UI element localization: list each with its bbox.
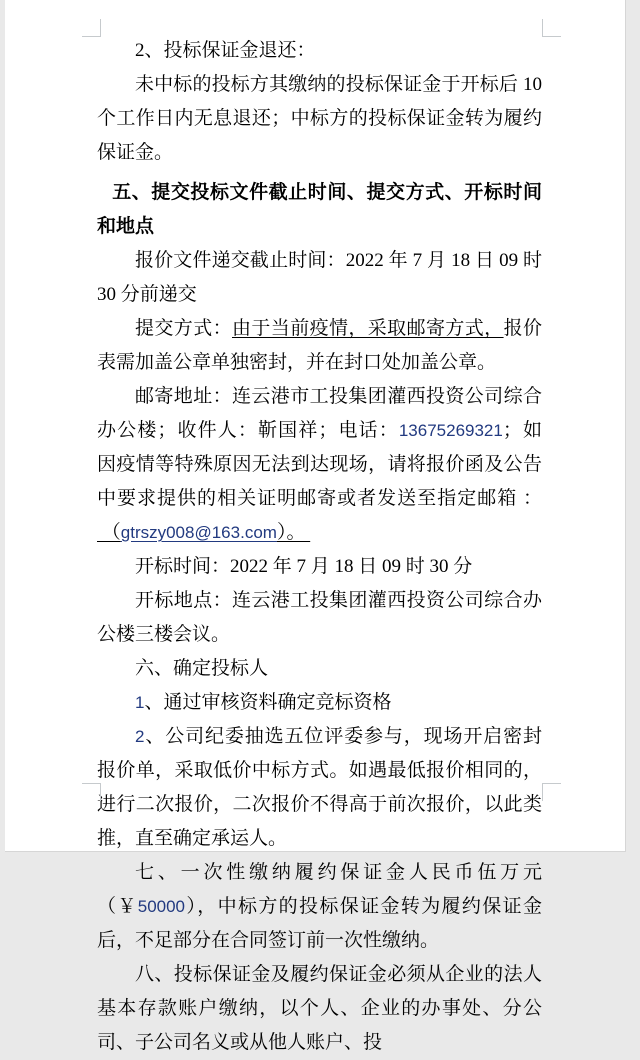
paragraph-item-1 — [97, 686, 542, 720]
text-run: 、通过审核资料确定竞标资格 — [144, 692, 392, 713]
paragraph-bid-bond-refund-body — [97, 68, 542, 170]
heading-section-five — [97, 176, 542, 244]
text-run: 50000 — [137, 897, 186, 916]
text-run: 2、投标保证金退还： — [135, 40, 316, 61]
text-run: 六、确定投标人 — [135, 658, 269, 679]
text-run: 七、一次性缴纳履约保证金人民币伍万元（￥ — [97, 862, 542, 917]
paragraph-bid-opening-place — [97, 584, 542, 652]
paragraph-mailing-address — [97, 380, 542, 550]
text-run: ；如因疫情等特殊原因无法到达现场，请将报价函及公告中要求提供的相关证明邮寄或者发送至指定邮箱 ： — [97, 420, 542, 509]
text-run: 开标地点：连云港工投集团灌西投资公司综合办公楼三楼会议。 — [97, 590, 542, 645]
paragraph-item-2 — [97, 720, 542, 856]
paragraph-section-seven — [97, 856, 542, 958]
paragraph-section-eight — [97, 958, 542, 1060]
text-run: 13675269321 — [398, 421, 503, 440]
text-run: 报价表需加盖公章单独密封，并在封口处加盖公章。 — [97, 318, 542, 373]
text-run: （ — [97, 522, 121, 543]
paragraph-submission-method — [97, 312, 542, 380]
heading-section-six — [97, 652, 542, 686]
text-run: gtrszy008@163.com — [120, 523, 277, 542]
text-run: 1 — [135, 693, 145, 712]
text-run: 未中标的投标方其缴纳的投标保证金于开标后 10 个工作日内无息退还；中标方的投标保证金转为履约保证金。 — [97, 74, 542, 163]
paragraph-bid-bond-refund-title — [97, 34, 542, 68]
text-run: 开标时间：2022 年 7 月 18 日 09 时 30 分 — [135, 556, 473, 577]
paragraph-submission-deadline — [97, 244, 542, 312]
text-run: ），中标方的投标保证金转为履约保证金后，不足部分在合同签订前一次性缴纳。 — [97, 896, 542, 951]
text-run: 八、投标保证金及履约保证金必须从企业的法人基本存款账户缴纳，以个人、企业的办事处、分公司、子公司名义或从他人账户、投 — [97, 964, 542, 1053]
text-run: 报价文件递交截止时间：2022 年 7 月 18 日 09 时 30 分前递交 — [97, 250, 542, 305]
text-run: 五、提交投标文件截止时间、提交方式、开标时间和地点 — [97, 182, 542, 237]
text-run: 2 — [135, 727, 145, 746]
document-page — [5, 0, 626, 1053]
text-run: 提交方式： — [135, 318, 232, 339]
text-run: 、公司纪委抽选五位评委参与，现场开启密封报价单，采取低价中标方式。如遇最低报价相同的，进行二次报价，二次报价不得高于前次报价，以此类推，直至确定承运人。 — [97, 726, 542, 849]
paragraph-bid-opening-time — [97, 550, 542, 584]
text-run: 邮寄地址：连云港市工投集团灌西投资公司综合办公楼；收件人：靳国祥；电话： — [97, 386, 542, 441]
document-content[interactable] — [97, 34, 542, 1060]
text-run: ）。 — [276, 522, 311, 543]
text-run: 由于当前疫情，采取邮寄方式， — [232, 318, 504, 339]
